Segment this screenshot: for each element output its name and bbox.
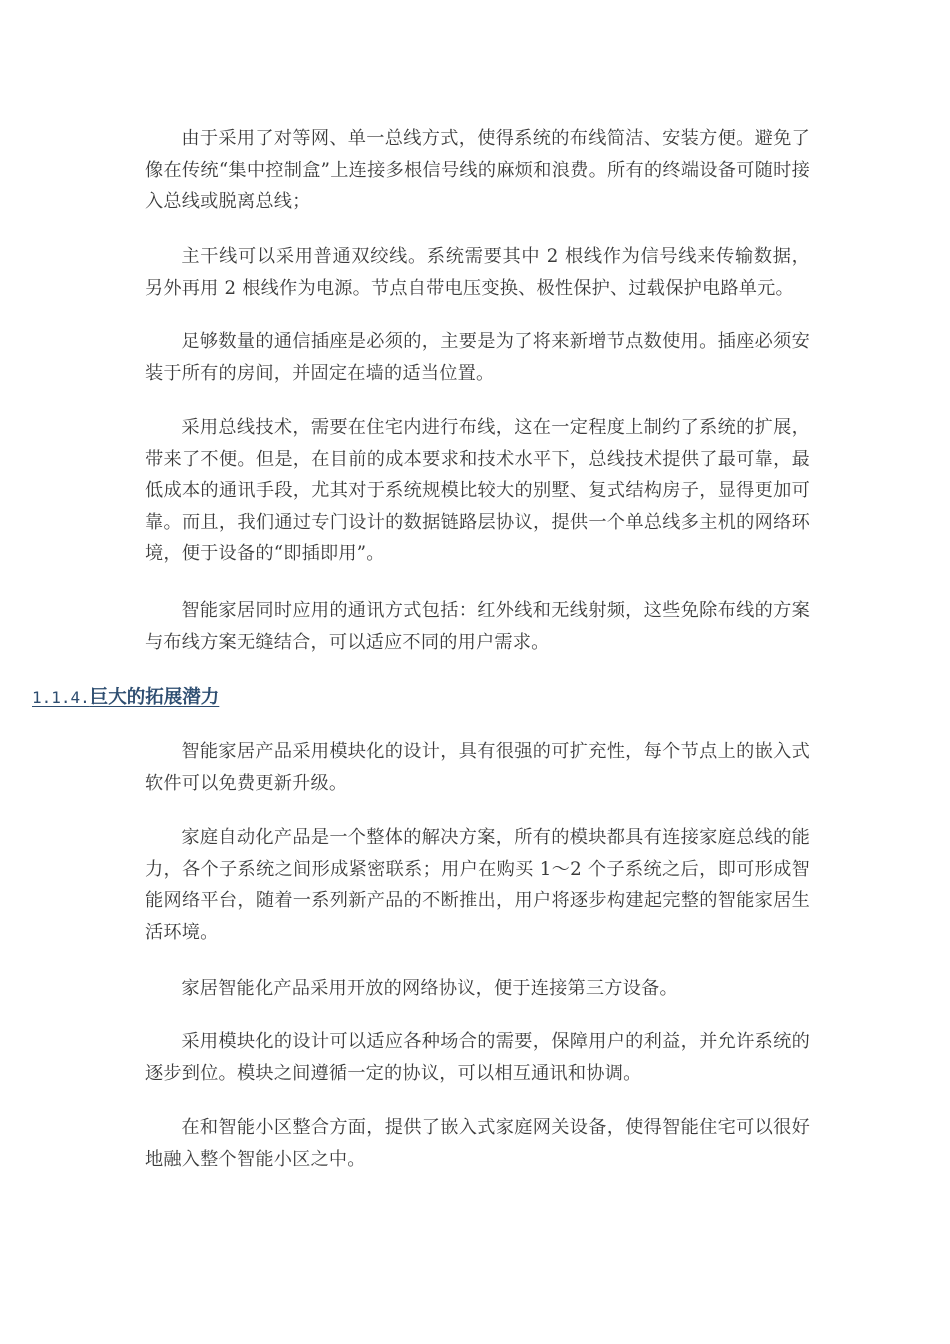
paragraph-modular-design: 采用模块化的设计可以适应各种场合的需要，保障用户的利益，并允许系统的逐步到位。模块之间遵循一定的协议，可以相互通讯和协调。 bbox=[145, 1031, 810, 1084]
section-heading[interactable] bbox=[32, 684, 219, 712]
paragraph-twisted-pair: 主干线可以采用普通双绞线。系统需要其中 2 根线作为信号线来传输数据，另外再用 2 根线作为电源。节点自带电压变换、极性保护、过载保护电路单元。 bbox=[145, 246, 810, 299]
paragraph-home-automation: 家庭自动化产品是一个整体的解决方案，所有的模块都具有连接家庭总线的能力，各个子系统之间形成紧密联系；用户在购买 1～2 个子系统之后，即可形成智能网络平台，随着一系列新产品的不断推出，用户将逐步构建起完整的智能家居生活环境。 bbox=[145, 827, 810, 943]
paragraph-bus-wiring: 由于采用了对等网、单一总线方式，使得系统的布线简洁、安装方便。避免了像在传统“集中控制盒”上连接多根信号线的麻烦和浪费。所有的终端设备可随时接入总线或脱离总线； bbox=[145, 128, 810, 212]
section-number: 1.1.4. bbox=[32, 688, 90, 707]
paragraph-wireless: 智能家居同时应用的通讯方式包括：红外线和无线射频，这些免除布线的方案与布线方案无缝结合，可以适应不同的用户需求。 bbox=[145, 600, 810, 653]
section-title: 巨大的拓展潜力 bbox=[89, 687, 220, 708]
paragraph-open-protocol: 家居智能化产品采用开放的网络协议，便于连接第三方设备。 bbox=[181, 978, 678, 999]
paragraph-modular: 智能家居产品采用模块化的设计，具有很强的可扩充性，每个节点上的嵌入式软件可以免费更新升级。 bbox=[145, 741, 810, 794]
paragraph-sockets: 足够数量的通信插座是必须的，主要是为了将来新增节点数使用。插座必须安装于所有的房间，并固定在墙的适当位置。 bbox=[145, 331, 810, 384]
paragraph-bus-technology: 采用总线技术，需要在住宅内进行布线，这在一定程度上制约了系统的扩展，带来了不便。但是，在目前的成本要求和技术水平下，总线技术提供了最可靠，最低成本的通讯手段，尤其对于系统规模比较大的别墅、复式结构房子，显得更加可靠。而且，我们通过专门设计的数据链路层协议，提供一个单总线多主机的网络环境，便于设备的“即插即用”。 bbox=[145, 417, 810, 564]
paragraph-gateway: 在和智能小区整合方面，提供了嵌入式家庭网关设备，使得智能住宅可以很好地融入整个智能小区之中。 bbox=[145, 1117, 810, 1170]
